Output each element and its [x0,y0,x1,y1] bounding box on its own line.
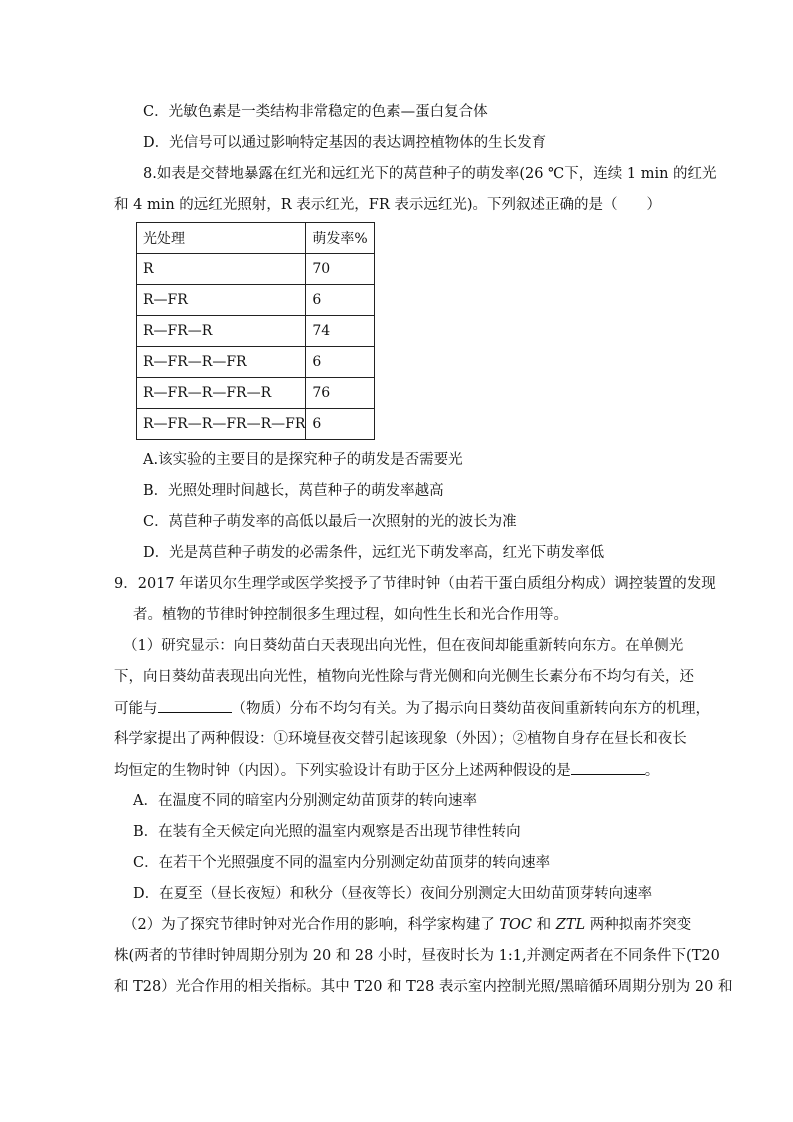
q9-stem-line-1: 9．2017 年诺贝尔生理学或医学奖授予了节律时钟（由若干蛋白质组分构成）调控装置的发现 [114,576,716,592]
q9-part2-text: 和 [532,917,556,933]
q8-stem-line-1: 8.如表是交替地暴露在红光和远红光下的莴苣种子的萌发率(26 ℃下，连续 1 min 的红光 [143,166,717,182]
q9-part1-line-4: 科学家提出了两种假设：①环境昼夜交替引起该现象（外因）；②植物自身存在昼长和夜长 [114,731,687,747]
q9-part2-text: （2）为了探究节律时钟对光合作用的影响，科学家构建了 [123,917,500,933]
q9-option-c: C．在若干个光照强度不同的温室内分别测定幼苗顶芽的转向速率 [133,855,551,871]
q9-part1-text: 均恒定的生物时钟（内因）。下列实验设计有助于区分上述两种假设的是 [114,763,571,779]
q8-stem-line-2: 和 4 min 的远红光照射，R 表示红光，FR 表示远红光)。下列叙述正确的是（ ） [114,197,662,213]
q7-option-c: C．光敏色素是一类结构非常稳定的色素—蛋白复合体 [143,104,488,120]
table-row [137,347,375,378]
table-row [137,378,375,409]
table-cell: 6 [306,285,375,316]
q9-part2-text: 两种拟南芥突变 [585,917,692,933]
table-cell: R—FR—R—FR [137,347,306,378]
table-row [137,409,375,440]
table-row [137,254,375,285]
q9-option-d: D．在夏至（昼长夜短）和秋分（昼夜等长）夜间分别测定大田幼苗顶芽转向速率 [133,886,653,902]
q9-stem-line-2: 者。植物的节律时钟控制很多生理过程，如向性生长和光合作用等。 [133,607,568,623]
q8-option-d: D．光是莴苣种子萌发的必需条件，远红光下萌发率高，红光下萌发率低 [143,545,605,561]
q7-option-d: D．光信号可以通过影响特定基因的表达调控植物体的生长发育 [143,135,547,151]
q9-part1-text: 可能与 [114,701,158,717]
q8-data-table [136,222,375,440]
q9-part1-text: 。 [644,763,660,779]
answer-blank-2[interactable] [571,760,645,775]
toc-mutant-label: TOC [499,917,532,933]
table-cell: 6 [306,409,375,440]
q9-option-b: B．在装有全天候定向光照的温室内观察是否出现节律性转向 [133,824,521,840]
table-cell: R—FR—R—FR—R—FR [137,409,306,440]
table-cell: 6 [306,347,375,378]
ztl-mutant-label: ZTL [555,917,586,933]
table-cell: 70 [306,254,375,285]
q9-part1-line-1: （1）研究显示：向日葵幼苗白天表现出向光性，但在夜间却能重新转向东方。在单侧光 [123,638,684,654]
table-row [137,316,375,347]
table-cell: 74 [306,316,375,347]
table-cell: R—FR [137,285,306,316]
q8-option-c: C．莴苣种子萌发率的高低以最后一次照射的光的波长为准 [143,514,517,530]
q8-option-a: A.该实验的主要目的是探究种子的萌发是否需要光 [143,452,463,468]
answer-blank-1[interactable] [158,698,232,713]
q9-part1-line-3 [114,698,710,719]
table-header-cell: 萌发率% [306,223,375,254]
q9-part2-line-3: 和 T28）光合作用的相关指标。其中 T20 和 T28 表示室内控制光照/黑暗循环周期分别为 20 和 [114,979,733,995]
q9-option-a: A．在温度不同的暗室内分别测定幼苗顶芽的转向速率 [133,793,477,809]
table-header-row [137,223,375,254]
q8-option-b: B．光照处理时间越长，莴苣种子的萌发率越高 [143,483,444,499]
table-cell: R [137,254,306,285]
q9-part2-line-2: 株(两者的节律时钟周期分别为 20 和 28 小时，昼夜时长为 1:1,并测定两者在不同条件下(T20 [114,948,720,964]
q9-part1-line-2: 下，向日葵幼苗表现出向光性，植物向光性除与背光侧和向光侧生长素分布不均匀有关，还 [114,669,694,685]
q9-part1-text: （物质）分布不均匀有关。为了揭示向日葵幼苗夜间重新转向东方的机理， [231,701,710,717]
table-cell: R—FR—R [137,316,306,347]
table-row [137,285,375,316]
table-cell: R—FR—R—FR—R [137,378,306,409]
table-header-cell: 光处理 [137,223,306,254]
q9-part2-line-1 [123,915,691,935]
q9-part1-line-5 [114,760,659,781]
table-cell: 76 [306,378,375,409]
